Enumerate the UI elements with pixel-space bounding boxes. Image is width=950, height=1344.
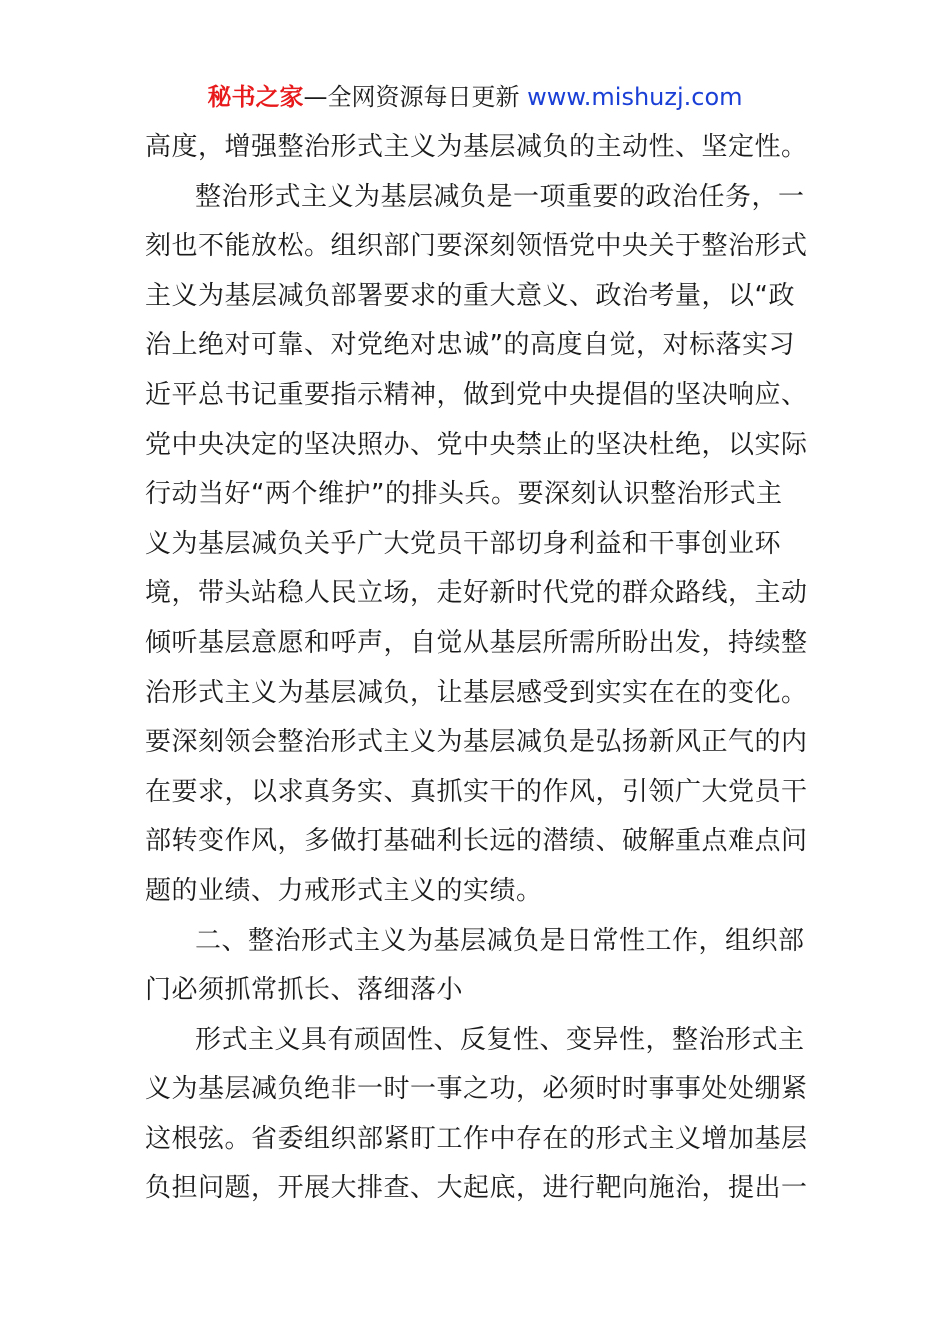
text-line: 这根弦。省委组织部紧盯工作中存在的形式主义增加基层	[145, 1123, 808, 1154]
brand-name: 秘书之家	[207, 83, 304, 111]
text-line: 主义为基层减负部署要求的重大意义、政治考量，以“政	[145, 280, 795, 311]
text-line: 近平总书记重要指示精神，做到党中央提倡的坚决响应、	[145, 379, 808, 410]
section-heading-line: 二、整治形式主义为基层减负是日常性工作，组织部	[195, 925, 805, 956]
text-line: 义为基层减负绝非一时一事之功，必须时时事事处处绷紧	[145, 1074, 808, 1105]
section-heading-line: 门必须抓常抓长、落细落小	[145, 975, 464, 1006]
text-line: 治上绝对可靠、对党绝对忠诚”的高度自觉，对标落实习	[145, 330, 795, 361]
text-line: 在要求，以求真务实、真抓实干的作风，引领广大党员干	[145, 776, 808, 807]
header-tagline: —全网资源每日更新	[303, 83, 520, 111]
text-line: 题的业绩、力戒形式主义的实绩。	[145, 875, 543, 906]
text-line: 治形式主义为基层减负，让基层感受到实实在在的变化。	[145, 677, 808, 708]
document-body	[145, 123, 810, 1214]
text-line: 部转变作风，多做打基础利长远的潜绩、破解重点难点问	[145, 826, 808, 857]
text-line: 义为基层减负关乎广大党员干部切身利益和干事创业环	[145, 528, 782, 559]
text-line: 倾听基层意愿和呼声，自觉从基层所需所盼出发，持续整	[145, 627, 808, 658]
text-line: 境，带头站稳人民立场，走好新时代党的群众路线，主动	[145, 578, 808, 609]
site-header	[0, 80, 950, 114]
text-line: 行动当好“两个维护”的排头兵。要深刻认识整治形式主	[145, 479, 783, 510]
text-line: 负担问题，开展大排查、大起底，进行靶向施治，提出一	[145, 1173, 808, 1204]
site-url[interactable]: www.mishuzj.com	[527, 83, 743, 111]
text-line: 党中央决定的坚决照办、党中央禁止的坚决杜绝，以实际	[145, 429, 808, 460]
text-line: 高度，增强整治形式主义为基层减负的主动性、坚定性。	[145, 132, 808, 162]
paragraph-start-line: 形式主义具有顽固性、反复性、变异性，整治形式主	[195, 1024, 805, 1055]
text-line: 刻也不能放松。组织部门要深刻领悟党中央关于整治形式	[145, 231, 808, 262]
text-line: 要深刻领会整治形式主义为基层减负是弘扬新风正气的内	[145, 727, 808, 758]
paragraph-start-line: 整治形式主义为基层减负是一项重要的政治任务，一	[195, 181, 805, 212]
